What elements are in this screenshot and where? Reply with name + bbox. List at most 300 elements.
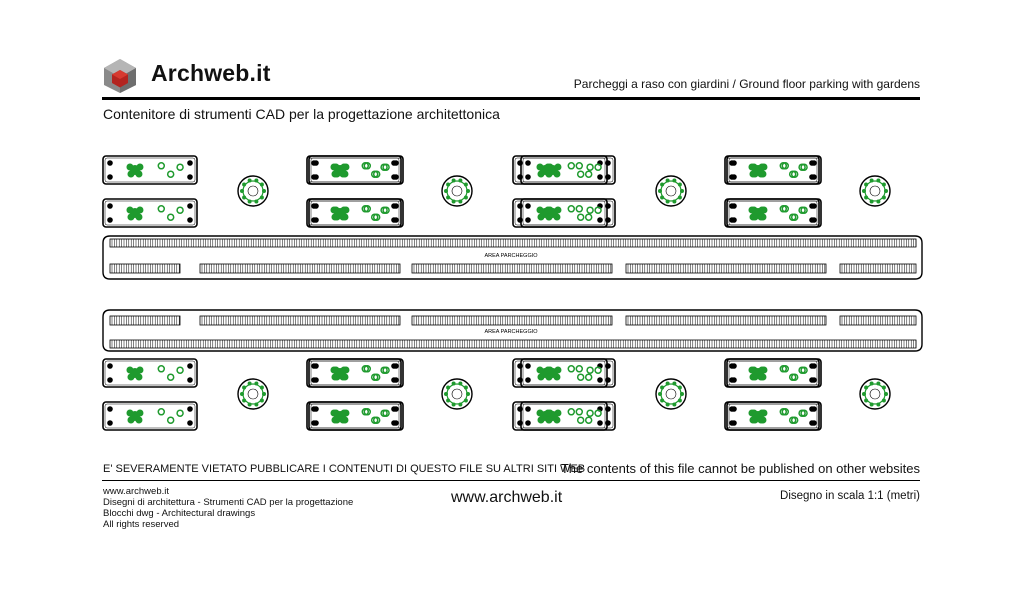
tree-icon: [248, 179, 252, 183]
shrub-icon: [578, 171, 584, 177]
shrub-icon: [168, 214, 174, 220]
parking-stall-lines: [202, 264, 399, 273]
tree-icon: [127, 374, 134, 381]
bollard-icon: [729, 377, 735, 383]
garden-bed: [727, 156, 821, 184]
bollard-icon: [729, 217, 735, 223]
bollard-icon: [391, 203, 397, 209]
garden-bed: [727, 402, 821, 430]
bollard-icon: [187, 406, 193, 412]
shrub-icon: [576, 409, 582, 415]
tree-icon: [553, 417, 560, 424]
roundabout-center: [452, 186, 462, 196]
tree-icon: [331, 214, 338, 221]
bollard-icon: [187, 217, 193, 223]
shrub-icon: [568, 366, 574, 372]
bollard-icon: [525, 174, 531, 180]
tree-icon: [458, 199, 462, 203]
roundabout-center: [452, 389, 462, 399]
tree-icon: [340, 164, 347, 171]
tree-icon: [882, 386, 886, 390]
tree-icon: [126, 410, 133, 417]
tree-icon: [242, 183, 246, 187]
garden-bed: [513, 402, 607, 430]
tree-icon: [554, 207, 561, 214]
bollard-icon: [311, 160, 317, 166]
tree-icon: [672, 179, 676, 183]
tree-icon: [339, 171, 346, 178]
shrub-icon: [595, 367, 601, 373]
tree-icon: [260, 183, 264, 187]
tree-icon: [544, 410, 551, 417]
roundabout-center: [666, 389, 676, 399]
tree-icon: [240, 189, 244, 193]
area-label-top: AREA PARCHEGGIO: [484, 253, 538, 259]
bollard-icon: [525, 363, 531, 369]
tree-icon: [536, 410, 543, 417]
parking-stall-lines: [112, 239, 916, 247]
roundabout-center: [248, 186, 258, 196]
shrub-icon: [578, 417, 584, 423]
garden-bed: [309, 359, 403, 387]
tree-icon: [660, 183, 664, 187]
subtitle: Contenitore di strumenti CAD per la progettazione architettonica: [103, 106, 500, 122]
shrub-icon: [578, 214, 584, 220]
tree-icon: [749, 171, 756, 178]
bollard-icon: [525, 203, 531, 209]
bollard-icon: [809, 420, 815, 426]
tree-icon: [260, 195, 264, 199]
parking-stall-lines: [842, 264, 914, 273]
tree-icon: [554, 164, 561, 171]
bollard-icon: [187, 420, 193, 426]
tree-icon: [254, 199, 258, 203]
bollard-icon: [107, 377, 113, 383]
tree-icon: [331, 417, 338, 424]
bollard-icon: [729, 406, 735, 412]
tree-icon: [882, 183, 886, 187]
tree-icon: [870, 179, 874, 183]
roundabout-center: [248, 389, 258, 399]
tree-icon: [537, 374, 544, 381]
shrub-icon: [587, 367, 593, 373]
garden-bed: [521, 156, 615, 184]
tree-icon: [544, 367, 551, 374]
tree-icon: [758, 164, 765, 171]
tree-icon: [452, 179, 456, 183]
parking-stall-lines: [414, 316, 611, 325]
tree-icon: [876, 402, 880, 406]
footer-line: Blocchi dwg - Architectural drawings: [103, 508, 256, 519]
tree-icon: [864, 183, 868, 187]
tree-icon: [544, 207, 551, 214]
roundabout-center: [870, 186, 880, 196]
tree-icon: [678, 183, 682, 187]
tree-icon: [452, 402, 456, 406]
shrub-icon: [586, 374, 592, 380]
tree-icon: [339, 214, 346, 221]
tree-icon: [340, 207, 347, 214]
bollard-icon: [597, 217, 603, 223]
tree-icon: [545, 417, 552, 424]
bollard-icon: [809, 160, 815, 166]
bollard-icon: [391, 377, 397, 383]
tree-icon: [464, 386, 468, 390]
shrub-icon: [586, 417, 592, 423]
tree-icon: [672, 402, 676, 406]
garden-bed: [103, 199, 197, 227]
tree-icon: [136, 164, 143, 171]
tree-icon: [545, 214, 552, 221]
tree-icon: [870, 402, 874, 406]
bollard-icon: [597, 420, 603, 426]
tree-icon: [553, 214, 560, 221]
shrub-icon: [168, 417, 174, 423]
bollard-icon: [107, 420, 113, 426]
footer-line: All rights reserved: [103, 519, 180, 530]
tree-icon: [672, 199, 676, 203]
bollard-icon: [605, 363, 611, 369]
tree-icon: [554, 410, 561, 417]
tree-icon: [680, 392, 684, 396]
garden-bed: [309, 402, 403, 430]
tree-icon: [748, 164, 755, 171]
tree-icon: [331, 171, 338, 178]
bollard-icon: [525, 217, 531, 223]
tree-icon: [330, 367, 337, 374]
footer-divider: [102, 480, 920, 481]
tree-icon: [680, 189, 684, 193]
bollard-icon: [187, 160, 193, 166]
archweb-logo-icon: [102, 58, 138, 94]
shrub-icon: [158, 366, 164, 372]
garden-bed: [521, 402, 615, 430]
bollard-icon: [391, 420, 397, 426]
area-label-bottom: AREA PARCHEGGIO: [484, 329, 538, 335]
bollard-icon: [311, 203, 317, 209]
notice-italian: E' SEVERAMENTE VIETATO PUBBLICARE I CONTENUTI DI QUESTO FILE SU ALTRI SITI WEB: [103, 463, 586, 475]
tree-icon: [452, 199, 456, 203]
shrub-icon: [578, 374, 584, 380]
bollard-icon: [517, 174, 523, 180]
parking-stall-lines: [628, 316, 825, 325]
tree-icon: [882, 398, 886, 402]
shrub-icon: [595, 164, 601, 170]
drawing-title: Parcheggi a raso con giardini / Ground floor parking with gardens: [573, 77, 920, 91]
tree-icon: [135, 374, 142, 381]
bollard-icon: [517, 160, 523, 166]
tree-icon: [536, 207, 543, 214]
tree-icon: [135, 171, 142, 178]
footer-line: www.archweb.it: [103, 486, 169, 497]
tree-icon: [260, 398, 264, 402]
notice-english: The contents of this file cannot be published on other websites: [560, 461, 920, 476]
bollard-icon: [525, 377, 531, 383]
parking-stall-lines: [202, 316, 399, 325]
garden-bed: [103, 359, 197, 387]
tree-icon: [330, 410, 337, 417]
tree-icon: [536, 164, 543, 171]
tree-icon: [135, 417, 142, 424]
tree-icon: [748, 207, 755, 214]
tree-icon: [666, 402, 670, 406]
garden-bed: [103, 402, 197, 430]
tree-icon: [339, 417, 346, 424]
tree-icon: [660, 195, 664, 199]
tree-icon: [876, 199, 880, 203]
tree-icon: [135, 214, 142, 221]
bollard-icon: [107, 174, 113, 180]
tree-icon: [242, 398, 246, 402]
tree-icon: [864, 195, 868, 199]
tree-icon: [262, 189, 266, 193]
bollard-icon: [605, 377, 611, 383]
parking-stall-lines: [628, 264, 825, 273]
tree-icon: [678, 386, 682, 390]
tree-icon: [254, 402, 258, 406]
bollard-icon: [525, 406, 531, 412]
tree-icon: [666, 199, 670, 203]
shrub-icon: [595, 207, 601, 213]
tree-icon: [870, 199, 874, 203]
bollard-icon: [391, 174, 397, 180]
tree-icon: [458, 402, 462, 406]
shrub-icon: [587, 410, 593, 416]
parking-stall-lines: [112, 316, 179, 325]
shrub-icon: [568, 206, 574, 212]
tree-icon: [330, 207, 337, 214]
tree-icon: [340, 367, 347, 374]
tree-icon: [464, 398, 468, 402]
tree-icon: [248, 402, 252, 406]
tree-icon: [757, 214, 764, 221]
bollard-icon: [517, 203, 523, 209]
parking-stall-lines: [112, 340, 916, 348]
tree-icon: [464, 195, 468, 199]
garden-bed: [309, 199, 403, 227]
shrub-icon: [177, 207, 183, 213]
tree-icon: [876, 382, 880, 386]
tree-icon: [870, 382, 874, 386]
roundabout-center: [870, 389, 880, 399]
shrub-icon: [576, 163, 582, 169]
tree-icon: [748, 410, 755, 417]
tree-icon: [554, 367, 561, 374]
shrub-icon: [568, 409, 574, 415]
tree-icon: [248, 199, 252, 203]
tree-icon: [262, 392, 266, 396]
bollard-icon: [107, 203, 113, 209]
tree-icon: [862, 392, 866, 396]
tree-icon: [672, 382, 676, 386]
bollard-icon: [605, 420, 611, 426]
garden-bed: [103, 156, 197, 184]
tree-icon: [260, 386, 264, 390]
garden-bed: [521, 359, 615, 387]
tree-icon: [545, 374, 552, 381]
bollard-icon: [107, 217, 113, 223]
bollard-icon: [525, 160, 531, 166]
tree-icon: [248, 382, 252, 386]
bollard-icon: [605, 203, 611, 209]
tree-icon: [136, 207, 143, 214]
tree-icon: [864, 386, 868, 390]
shrub-icon: [576, 206, 582, 212]
bollard-icon: [605, 160, 611, 166]
tree-icon: [339, 374, 346, 381]
scale-note: Disegno in scala 1:1 (metri): [780, 490, 920, 502]
tree-icon: [678, 398, 682, 402]
tree-icon: [466, 189, 470, 193]
tree-icon: [658, 189, 662, 193]
tree-icon: [749, 417, 756, 424]
bollard-icon: [517, 377, 523, 383]
bollard-icon: [187, 363, 193, 369]
tree-icon: [136, 367, 143, 374]
bollard-icon: [809, 203, 815, 209]
tree-icon: [446, 183, 450, 187]
bollard-icon: [517, 420, 523, 426]
shrub-icon: [158, 163, 164, 169]
tree-icon: [126, 164, 133, 171]
garden-bed: [521, 199, 615, 227]
tree-icon: [545, 171, 552, 178]
bollard-icon: [605, 217, 611, 223]
tree-icon: [757, 417, 764, 424]
shrub-icon: [586, 171, 592, 177]
tree-icon: [126, 367, 133, 374]
bollard-icon: [311, 363, 317, 369]
shrub-icon: [576, 366, 582, 372]
tree-icon: [537, 214, 544, 221]
bollard-icon: [187, 174, 193, 180]
bollard-icon: [391, 406, 397, 412]
tree-icon: [544, 164, 551, 171]
tree-icon: [242, 386, 246, 390]
tree-icon: [758, 367, 765, 374]
bollard-icon: [311, 217, 317, 223]
shrub-icon: [586, 214, 592, 220]
parking-plan-drawing: [100, 150, 926, 440]
bollard-icon: [809, 363, 815, 369]
tree-icon: [749, 374, 756, 381]
bollard-icon: [729, 160, 735, 166]
tree-icon: [340, 410, 347, 417]
parking-stall-lines: [112, 264, 179, 273]
tree-icon: [553, 171, 560, 178]
tree-icon: [882, 195, 886, 199]
tree-icon: [536, 367, 543, 374]
tree-icon: [446, 398, 450, 402]
bollard-icon: [729, 174, 735, 180]
garden-bed: [513, 156, 607, 184]
tree-icon: [876, 179, 880, 183]
roundabout-center: [666, 186, 676, 196]
bollard-icon: [391, 363, 397, 369]
bollard-icon: [597, 174, 603, 180]
bollard-icon: [311, 420, 317, 426]
bollard-icon: [729, 420, 735, 426]
garden-bed: [727, 359, 821, 387]
bollard-icon: [187, 377, 193, 383]
bollard-icon: [809, 174, 815, 180]
bollard-icon: [311, 377, 317, 383]
bollard-icon: [107, 406, 113, 412]
tree-icon: [537, 171, 544, 178]
bollard-icon: [809, 406, 815, 412]
tree-icon: [127, 171, 134, 178]
tree-icon: [452, 382, 456, 386]
tree-icon: [446, 386, 450, 390]
tree-icon: [330, 164, 337, 171]
tree-icon: [884, 392, 888, 396]
tree-icon: [254, 382, 258, 386]
site-url: www.archweb.it: [451, 489, 563, 506]
bollard-icon: [311, 174, 317, 180]
shrub-icon: [168, 374, 174, 380]
tree-icon: [748, 367, 755, 374]
tree-icon: [466, 392, 470, 396]
bollard-icon: [187, 203, 193, 209]
tree-icon: [864, 398, 868, 402]
bollard-icon: [517, 363, 523, 369]
tree-icon: [331, 374, 338, 381]
footer-line: Disegni di architettura - Strumenti CAD per la progettazione: [103, 497, 354, 508]
tree-icon: [666, 179, 670, 183]
bollard-icon: [809, 217, 815, 223]
bollard-icon: [729, 363, 735, 369]
bollard-icon: [517, 406, 523, 412]
bollard-icon: [809, 377, 815, 383]
tree-icon: [537, 417, 544, 424]
shrub-icon: [158, 206, 164, 212]
brand-name: Archweb.it: [151, 60, 271, 86]
tree-icon: [758, 207, 765, 214]
tree-icon: [660, 386, 664, 390]
tree-icon: [254, 179, 258, 183]
tree-icon: [884, 189, 888, 193]
tree-icon: [666, 382, 670, 386]
tree-icon: [757, 374, 764, 381]
parking-stall-lines: [842, 316, 914, 325]
shrub-icon: [587, 207, 593, 213]
bollard-icon: [391, 217, 397, 223]
tree-icon: [127, 214, 134, 221]
tree-icon: [464, 183, 468, 187]
bollard-icon: [597, 377, 603, 383]
tree-icon: [446, 195, 450, 199]
bollard-icon: [107, 363, 113, 369]
tree-icon: [444, 189, 448, 193]
bollard-icon: [605, 406, 611, 412]
tree-icon: [240, 392, 244, 396]
bollard-icon: [391, 160, 397, 166]
shrub-icon: [177, 367, 183, 373]
shrub-icon: [177, 164, 183, 170]
garden-bed: [513, 199, 607, 227]
bollard-icon: [605, 174, 611, 180]
tree-icon: [242, 195, 246, 199]
garden-bed: [309, 156, 403, 184]
tree-icon: [458, 382, 462, 386]
tree-icon: [749, 214, 756, 221]
tree-icon: [127, 417, 134, 424]
tree-icon: [553, 374, 560, 381]
header-divider: [102, 97, 920, 100]
tree-icon: [444, 392, 448, 396]
tree-icon: [862, 189, 866, 193]
tree-icon: [660, 398, 664, 402]
